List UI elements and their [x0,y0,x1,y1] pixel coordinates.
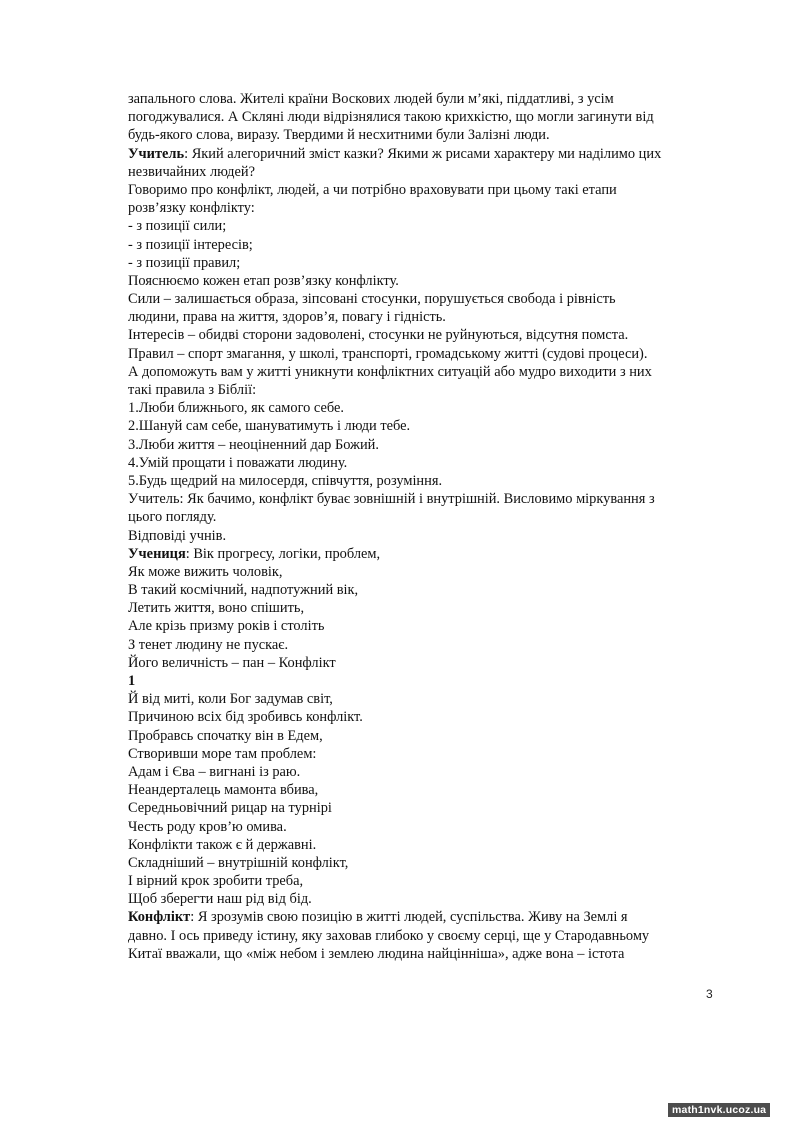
line-text: Складніший – внутрішній конфлікт, [128,854,349,871]
line-text: Сили – залишається образа, зіпсовані стосунки, порушується свобода і рівність [128,291,616,308]
text-line [128,381,728,399]
text-line [128,326,728,344]
text-line [128,527,728,545]
text-line [128,163,728,181]
line-text: Його величність – пан – Конфлікт [128,654,336,671]
text-line [128,908,728,926]
text-line [128,890,728,908]
text-line [128,654,728,672]
line-text: Пробравсь спочатку він в Едем, [128,727,323,744]
line-text: Щоб зберегти наш рід від бід. [128,891,312,908]
line-text: цього погляду. [128,509,217,526]
line-text: А допоможуть вам у житті уникнути конфліктних ситуацій або мудро виходити з них [128,363,652,380]
text-line [128,508,728,526]
line-text: - з позиції сили; [128,218,227,235]
site-watermark: math1nvk.ucoz.ua [668,1103,770,1117]
speaker-label: Учениця [128,545,186,562]
text-line [128,272,728,290]
text-line [128,690,728,708]
text-line [128,727,728,745]
line-text: погоджувалися. А Скляні люди відрізнялися такою крихкістю, що могли загинути від [128,109,654,126]
text-line [128,145,728,163]
text-line [128,708,728,726]
line-text: Створивши море там проблем: [128,745,317,762]
line-text: Але крізь призму років і століть [128,618,325,635]
text-line [128,363,728,381]
text-line [128,581,728,599]
text-line [128,90,728,108]
line-text: 1.Люби ближнього, як самого себе. [128,400,344,417]
line-text: : Вік прогресу, логіки, проблем, [185,545,381,562]
speaker-label: Учитель [128,145,185,162]
text-line [128,745,728,763]
line-text: Середньовічний рицар на турнірі [128,800,332,817]
line-text: давно. І ось приведу істину, яку заховав глибоко у своєму серці, ще у Стародавньому [128,927,650,944]
text-line [128,454,728,472]
text-line [128,599,728,617]
text-line [128,563,728,581]
page-number: 3 [706,987,713,1001]
line-text: 2.Шануй сам себе, шануватимуть і люди тебе. [128,418,411,435]
text-line [128,345,728,363]
text-line [128,818,728,836]
text-line [128,236,728,254]
line-text: : Я зрозумів свою позицію в житті людей, суспільства. Живу на Землі я [190,909,628,926]
line-text: Говоримо про конфлікт, людей, а чи потрібно враховувати при цьому такі етапи [128,181,617,198]
text-line [128,672,728,690]
line-text: Учитель: Як бачимо, конфлікт буває зовнішній і внутрішній. Висловимо міркування з [128,491,655,508]
line-text: Пояснюємо кожен етап розв’язку конфлікту. [128,272,399,289]
line-text: Правил – спорт змагання, у школі, транспорті, громадському житті (судові процеси). [128,345,648,362]
line-text: Честь роду кров’ю омива. [128,818,287,835]
line-text: людини, права на життя, здоров’я, повагу і гідність. [128,309,446,326]
line-text: 4.Умій прощати і поважати людину. [128,454,348,471]
line-text: розв’язку конфлікту: [128,200,255,217]
line-text: Китаї вважали, що «між небом і землею людина найцінніша», адже вона – істота [128,945,625,962]
line-text: І вірний крок зробити треба, [128,873,304,890]
text-line [128,181,728,199]
line-text: запального слова. Жителі країни Воскових людей були м’які, піддатливі, з усім [128,91,614,107]
text-line [128,781,728,799]
line-text: Причиною всіх бід зробивсь конфлікт. [128,709,363,726]
text-line [128,872,728,890]
text-line [128,545,728,563]
text-line [128,199,728,217]
line-text: Відповіді учнів. [128,527,227,544]
text-line [128,108,728,126]
line-text: 3.Люби життя – неоціненний дар Божий. [128,436,379,453]
line-text: - з позиції правил; [128,254,241,271]
speaker-label: Конфлікт [128,909,191,926]
line-text: будь-якого слова, виразу. Твердими й несхитними були Залізні люди. [128,127,550,144]
text-line [128,217,728,235]
speaker-label: 1 [128,673,136,689]
document-body [128,90,728,963]
line-text: Неандерталець мамонта вбива, [128,782,319,799]
text-line [128,799,728,817]
line-text: - з позиції інтересів; [128,236,253,253]
text-line [128,254,728,272]
line-text: Й від миті, коли Бог задумав світ, [128,691,333,708]
text-line [128,126,728,144]
text-line [128,854,728,872]
line-text: Адам і Єва – вигнані із раю. [128,763,301,780]
line-text: такі правила з Біблії: [128,382,257,398]
line-text: Летить життя, воно спішить, [128,600,305,617]
text-line [128,290,728,308]
line-text: : Який алегоричний зміст казки? Якими ж рисами характеру ми наділимо цих [184,145,662,162]
text-line [128,636,728,654]
line-text: Конфлікти також є й державні. [128,836,317,853]
text-line [128,399,728,417]
text-line [128,490,728,508]
line-text: З тенет людину не пускає. [128,636,289,653]
line-text: В такий космічний, надпотужний вік, [128,582,359,599]
text-line [128,927,728,945]
line-text: незвичайних людей? [128,163,255,180]
text-line [128,417,728,435]
text-line [128,836,728,854]
text-line [128,308,728,326]
line-text: Як може вижить чоловік, [128,563,283,580]
text-line [128,763,728,781]
text-line [128,436,728,454]
text-line [128,945,728,963]
line-text: 5.Будь щедрий на милосердя, співчуття, розуміння. [128,472,443,489]
text-line [128,617,728,635]
text-line [128,472,728,490]
line-text: Інтересів – обидві сторони задоволені, стосунки не руйнуються, відсутня помста. [128,327,629,344]
